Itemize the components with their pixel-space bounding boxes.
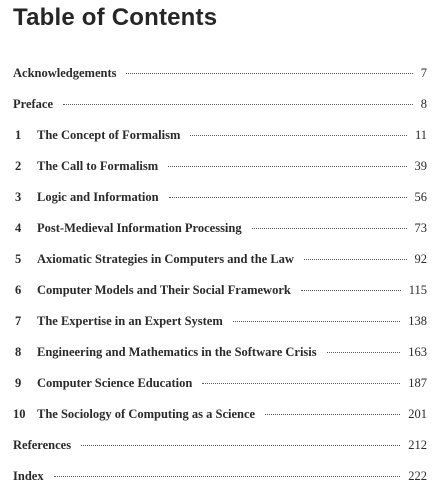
toc-entry-page: 73 bbox=[414, 221, 427, 235]
toc-entry-acknowledgements[interactable] bbox=[13, 64, 427, 82]
toc-entry-title: The Expertise in an Expert System bbox=[37, 314, 223, 328]
toc-entry-page: 7 bbox=[420, 66, 427, 80]
toc-entry-chapter-3[interactable] bbox=[13, 188, 427, 206]
toc-entry-number: 2 bbox=[15, 159, 22, 173]
toc-entry-page: 163 bbox=[408, 345, 427, 359]
dot-leader bbox=[54, 476, 401, 477]
dot-leader bbox=[301, 290, 401, 291]
toc-entry-title: Axiomatic Strategies in Computers and the Law bbox=[37, 252, 294, 266]
toc-entry-title: Preface bbox=[13, 97, 54, 111]
dot-leader bbox=[327, 352, 401, 353]
toc-entry-page: 187 bbox=[408, 376, 427, 390]
dot-leader bbox=[63, 104, 413, 105]
toc-entry-number: 1 bbox=[15, 128, 22, 142]
toc-entry-page: 39 bbox=[414, 159, 427, 173]
toc-entry-chapter-1[interactable] bbox=[13, 126, 427, 144]
toc-entry-page: 212 bbox=[408, 438, 427, 452]
toc-entry-title: The Concept of Formalism bbox=[37, 128, 181, 142]
toc-entry-chapter-2[interactable] bbox=[13, 157, 427, 175]
dot-leader bbox=[126, 73, 412, 74]
toc-entry-title: The Call to Formalism bbox=[37, 159, 159, 173]
toc-entry-page: 11 bbox=[414, 128, 427, 142]
toc-entry-number: 4 bbox=[15, 221, 22, 235]
toc-entry-number: 8 bbox=[15, 345, 22, 359]
toc-entry-number: 3 bbox=[15, 190, 22, 204]
toc-entry-number: 5 bbox=[15, 252, 22, 266]
toc-entry-number: 6 bbox=[15, 283, 22, 297]
toc-entry-page: 201 bbox=[408, 407, 427, 421]
page-title: Table of Contents bbox=[13, 4, 218, 31]
toc-entry-page: 56 bbox=[414, 190, 427, 204]
toc-entry-chapter-7[interactable] bbox=[13, 312, 427, 330]
toc-entry-page: 138 bbox=[408, 314, 427, 328]
toc-entry-chapter-8[interactable] bbox=[13, 343, 427, 361]
toc-entry-title: Engineering and Mathematics in the Software Crisis bbox=[37, 345, 317, 359]
dot-leader bbox=[233, 321, 400, 322]
dot-leader bbox=[202, 383, 400, 384]
dot-leader bbox=[265, 414, 400, 415]
toc-entry-chapter-9[interactable] bbox=[13, 374, 427, 392]
toc-entry-title: Logic and Information bbox=[37, 190, 159, 204]
toc-entry-index[interactable] bbox=[13, 467, 427, 485]
toc-entry-title: Acknowledgements bbox=[13, 66, 117, 80]
dot-leader bbox=[252, 228, 407, 229]
dot-leader bbox=[190, 135, 407, 136]
toc-entry-title: References bbox=[13, 438, 72, 452]
dot-leader bbox=[168, 166, 406, 167]
toc-entry-page: 8 bbox=[420, 97, 427, 111]
dot-leader bbox=[169, 197, 407, 198]
toc-entry-number: 7 bbox=[15, 314, 22, 328]
toc-entry-chapter-4[interactable] bbox=[13, 219, 427, 237]
toc-entry-number: 10 bbox=[13, 407, 26, 421]
toc-entry-chapter-10[interactable] bbox=[13, 405, 427, 423]
toc-entry-page: 92 bbox=[414, 252, 427, 266]
toc-entry-preface[interactable] bbox=[13, 95, 427, 113]
dot-leader bbox=[304, 259, 407, 260]
toc-entry-title: Computer Science Education bbox=[37, 376, 193, 390]
toc-entry-number: 9 bbox=[15, 376, 22, 390]
toc-entry-references[interactable] bbox=[13, 436, 427, 454]
toc-entry-chapter-6[interactable] bbox=[13, 281, 427, 299]
toc-entry-title: Index bbox=[13, 469, 44, 483]
toc-entry-title: Post-Medieval Information Processing bbox=[37, 221, 242, 235]
dot-leader bbox=[81, 445, 400, 446]
toc-entry-page: 115 bbox=[408, 283, 427, 297]
toc-entry-title: Computer Models and Their Social Framework bbox=[37, 283, 291, 297]
toc-entry-page: 222 bbox=[408, 469, 427, 483]
toc-entry-chapter-5[interactable] bbox=[13, 250, 427, 268]
toc-entry-title: The Sociology of Computing as a Science bbox=[37, 407, 256, 421]
